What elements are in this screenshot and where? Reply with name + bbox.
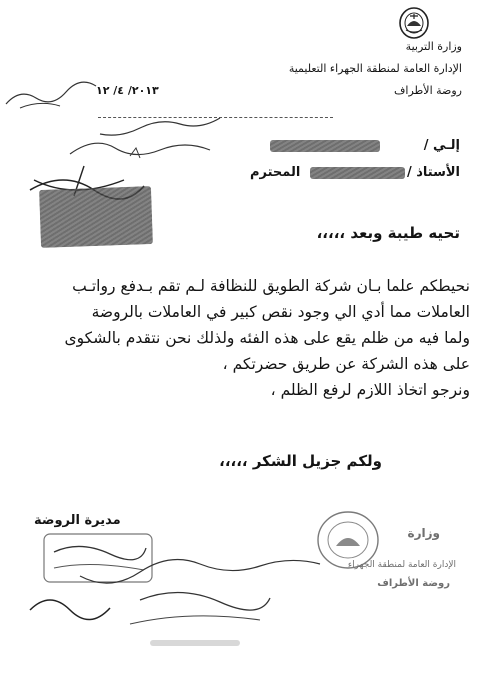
faint-footer-mark: [150, 640, 240, 646]
body-line: على هذه الشركة عن طريق حضرتكم ،: [222, 355, 470, 373]
kuwait-emblem-icon: [398, 6, 430, 40]
closing: ولكم جزيل الشكر ،،،،،: [219, 452, 382, 470]
professor-label: الأستاذ /: [406, 165, 460, 180]
redacted-addressee: [270, 140, 380, 152]
bottom-signature: [20, 580, 280, 640]
signature-title: مديرة الروضة: [34, 513, 121, 528]
stamp-ministry: وزارة: [407, 526, 440, 540]
ministry-name: وزارة التربية: [405, 40, 462, 53]
district-name: الإدارة العامة لمنطقة الجهراء التعليمية: [288, 62, 462, 75]
honorific: المحترم: [250, 165, 301, 180]
redacted-name: [310, 167, 405, 179]
official-stamp: [298, 500, 458, 600]
handwritten-note-top: [0, 78, 110, 112]
redacted-scribble-block: [39, 186, 153, 248]
letter-date: ٢٠١٣/ ٤/ ١٢: [96, 84, 159, 97]
stamp-school: روضة الأطراف: [377, 578, 450, 589]
body-line: ونرجو اتخاذ اللازم لرفع الظلم ،: [270, 381, 470, 399]
greeting: تحيه طيبة وبعد ،،،،،: [316, 224, 460, 242]
stamp-district: الإدارة العامة لمنطقة الجهراء: [347, 560, 456, 570]
addressee-label: إلـي /: [423, 138, 460, 153]
body-line: ولما فيه من ظلم يقع على هذه الفئه ولذلك نحن نتقدم بالشكوى: [64, 329, 470, 347]
body-line: نحيطكم علما بـان شركة الطويق للنظافة لـم تقم بـدفع رواتـب: [72, 277, 470, 295]
school-name: روضة الأطراف: [394, 84, 462, 97]
body-line: العاملات مما أدي الي وجود نقص كبير في العاملات بالروضة: [91, 303, 470, 321]
